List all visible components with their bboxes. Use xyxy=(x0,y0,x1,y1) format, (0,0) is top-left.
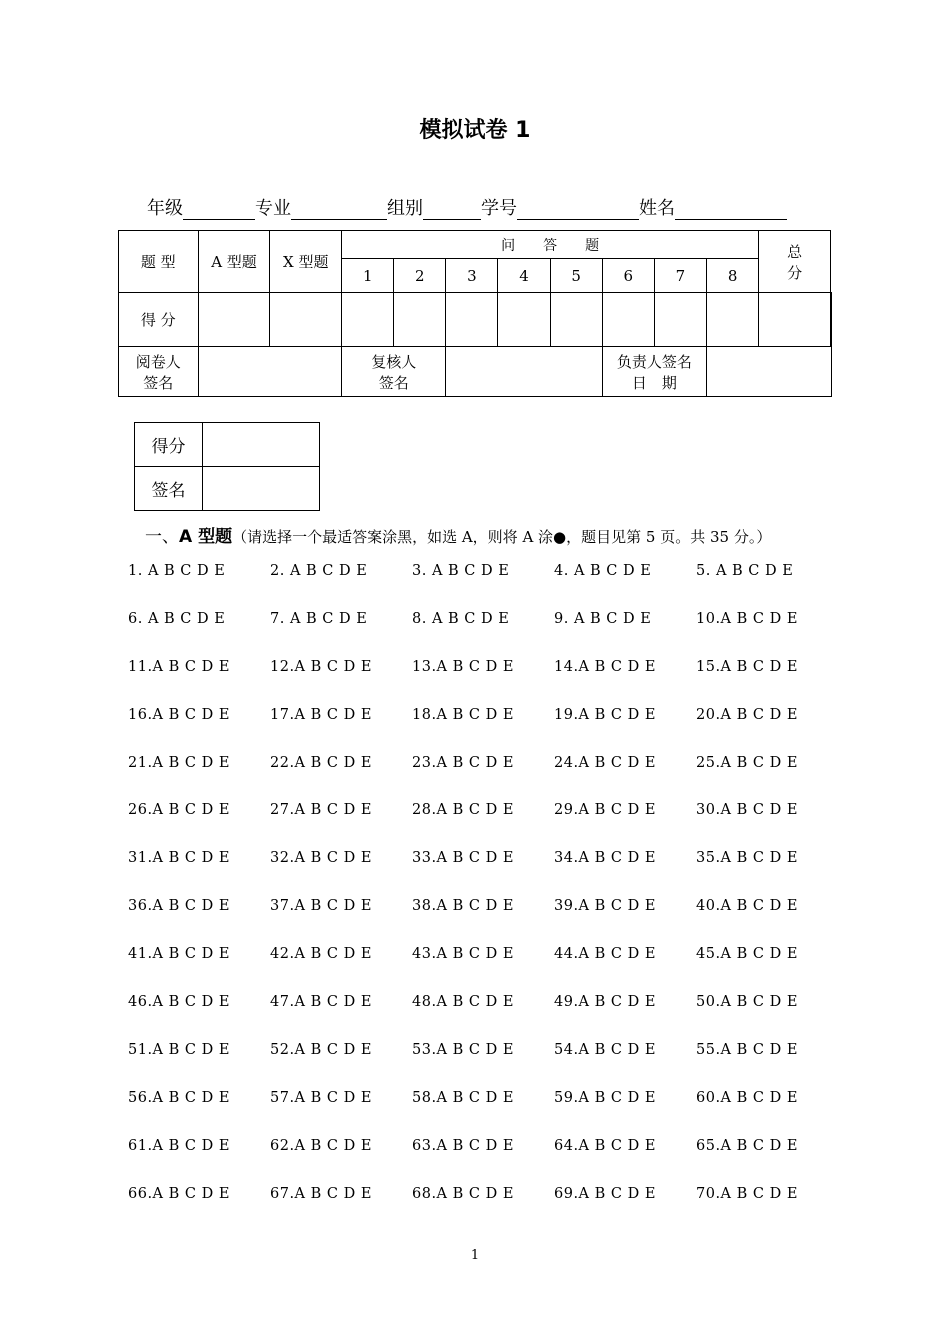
checker-label-line1: 复核人 xyxy=(371,352,417,371)
page-title: 模拟试卷 1 xyxy=(419,118,531,143)
answer-item[interactable]: 41.A B C D E xyxy=(128,946,230,963)
checker-label-line2: 签名 xyxy=(378,373,409,392)
answer-item[interactable]: 37.A B C D E xyxy=(270,898,372,915)
question-type-label: 题 型 xyxy=(119,231,199,293)
qa-number: 1 xyxy=(342,259,394,293)
section-prefix: 一、 xyxy=(145,527,179,547)
answer-item[interactable]: 3. A B C D E xyxy=(412,563,510,579)
reviewer-label-line1: 阅卷人 xyxy=(135,352,181,371)
score-cell[interactable] xyxy=(498,293,550,347)
answer-item[interactable]: 47.A B C D E xyxy=(270,994,372,1011)
answer-item[interactable]: 25.A B C D E xyxy=(696,754,798,771)
answer-item[interactable]: 35.A B C D E xyxy=(696,850,798,867)
name-label: 姓名 xyxy=(639,198,675,219)
answer-row xyxy=(128,659,838,707)
answer-item[interactable]: 32.A B C D E xyxy=(270,850,372,867)
answer-item[interactable]: 17.A B C D E xyxy=(270,706,372,723)
answer-row xyxy=(128,611,838,659)
section-score-box xyxy=(134,422,320,511)
answer-item[interactable]: 56.A B C D E xyxy=(128,1089,230,1106)
answer-item[interactable]: 66.A B C D E xyxy=(128,1185,230,1202)
answer-item[interactable]: 60.A B C D E xyxy=(696,1089,798,1106)
answer-item[interactable]: 30.A B C D E xyxy=(696,802,798,819)
leader-signature-cell[interactable] xyxy=(707,347,832,397)
answer-item[interactable]: 5. A B C D E xyxy=(696,563,794,579)
answer-row xyxy=(128,1186,838,1234)
score-cell[interactable] xyxy=(759,293,831,347)
qa-number: 6 xyxy=(602,259,654,293)
answer-item[interactable]: 48.A B C D E xyxy=(412,994,514,1011)
answer-item[interactable]: 1. A B C D E xyxy=(128,563,226,579)
answer-item[interactable]: 51.A B C D E xyxy=(128,1041,230,1058)
answer-item[interactable]: 46.A B C D E xyxy=(128,994,230,1011)
answer-item[interactable]: 10.A B C D E xyxy=(696,610,798,627)
answer-item[interactable]: 69.A B C D E xyxy=(554,1185,656,1202)
section-heading xyxy=(145,522,771,547)
section-sign-cell[interactable] xyxy=(203,467,320,511)
answer-item[interactable]: 43.A B C D E xyxy=(412,946,514,963)
answer-row xyxy=(128,707,838,755)
answer-item[interactable]: 44.A B C D E xyxy=(554,946,656,963)
answer-item[interactable]: 63.A B C D E xyxy=(412,1137,514,1154)
name-field[interactable] xyxy=(675,197,787,220)
student-id-field[interactable] xyxy=(517,197,639,220)
answer-item[interactable]: 39.A B C D E xyxy=(554,898,656,915)
answer-item[interactable]: 2. A B C D E xyxy=(270,563,368,579)
student-info-line xyxy=(147,194,787,220)
answer-item[interactable]: 50.A B C D E xyxy=(696,994,798,1011)
answer-item[interactable]: 21.A B C D E xyxy=(128,754,230,771)
checker-signature-cell[interactable] xyxy=(446,347,602,397)
answer-item[interactable]: 68.A B C D E xyxy=(412,1185,514,1202)
score-cell[interactable] xyxy=(654,293,706,347)
answer-item[interactable]: 40.A B C D E xyxy=(696,898,798,915)
answer-row xyxy=(128,1138,838,1186)
qa-number: 3 xyxy=(446,259,498,293)
score-cell[interactable] xyxy=(270,293,342,347)
answer-item[interactable]: 34.A B C D E xyxy=(554,850,656,867)
answer-item[interactable]: 65.A B C D E xyxy=(696,1137,798,1154)
answer-item[interactable]: 22.A B C D E xyxy=(270,754,372,771)
answer-item[interactable]: 57.A B C D E xyxy=(270,1089,372,1106)
answer-row xyxy=(128,802,838,850)
answer-item[interactable]: 64.A B C D E xyxy=(554,1137,656,1154)
total-header xyxy=(759,231,831,293)
score-cell[interactable] xyxy=(446,293,498,347)
answer-item[interactable]: 38.A B C D E xyxy=(412,898,514,915)
score-cell[interactable] xyxy=(342,293,394,347)
answer-item[interactable]: 59.A B C D E xyxy=(554,1089,656,1106)
student-id-label: 学号 xyxy=(481,198,517,219)
answer-row xyxy=(128,850,838,898)
score-cell[interactable] xyxy=(550,293,602,347)
answer-item[interactable]: 42.A B C D E xyxy=(270,946,372,963)
answer-item[interactable]: 9. A B C D E xyxy=(554,610,652,627)
total-score-cell[interactable] xyxy=(831,293,832,347)
answer-item[interactable]: 8. A B C D E xyxy=(412,610,510,627)
answer-item[interactable]: 4. A B C D E xyxy=(554,563,652,579)
reviewer-label xyxy=(119,347,199,397)
answer-item[interactable]: 70.A B C D E xyxy=(696,1185,798,1202)
qa-header: 问 答 题 xyxy=(342,231,759,259)
answer-row xyxy=(128,898,838,946)
score-cell[interactable] xyxy=(707,293,759,347)
answer-item[interactable]: 53.A B C D E xyxy=(412,1041,514,1058)
answer-row xyxy=(128,994,838,1042)
total-header-line1: 总 xyxy=(787,242,803,261)
answer-item[interactable]: 45.A B C D E xyxy=(696,946,798,963)
answer-row xyxy=(128,755,838,803)
qa-number: 2 xyxy=(394,259,446,293)
answer-item[interactable]: 14.A B C D E xyxy=(554,658,656,675)
total-header-line2: 分 xyxy=(787,263,803,282)
answer-item[interactable]: 62.A B C D E xyxy=(270,1137,372,1154)
answer-row xyxy=(128,1090,838,1138)
score-cell[interactable] xyxy=(394,293,446,347)
section-score-label: 得分 xyxy=(135,423,203,467)
qa-number: 8 xyxy=(707,259,759,293)
answer-item[interactable]: 36.A B C D E xyxy=(128,898,230,915)
answer-item[interactable]: 7. A B C D E xyxy=(270,610,368,627)
group-field[interactable] xyxy=(423,197,481,220)
answer-item[interactable]: 6. A B C D E xyxy=(128,610,226,627)
major-label: 专业 xyxy=(255,198,291,219)
section-score-cell[interactable] xyxy=(203,423,320,467)
leader-label-line2: 日 期 xyxy=(631,373,677,392)
answer-item[interactable]: 27.A B C D E xyxy=(270,802,372,819)
score-cell[interactable] xyxy=(198,293,270,347)
answer-item[interactable]: 54.A B C D E xyxy=(554,1041,656,1058)
section-instructions: （请选择一个最适答案涂黑，如选 A，则将 A 涂●，题目见第 5 页。共 35 分。） xyxy=(232,528,772,546)
answer-item[interactable]: 18.A B C D E xyxy=(412,706,514,723)
answer-item[interactable]: 16.A B C D E xyxy=(128,706,230,723)
answer-item[interactable]: 55.A B C D E xyxy=(696,1041,798,1058)
leader-label-line1: 负责人签名 xyxy=(616,352,692,371)
reviewer-signature-cell[interactable] xyxy=(198,347,342,397)
answer-item[interactable]: 12.A B C D E xyxy=(270,658,372,675)
answer-item[interactable]: 67.A B C D E xyxy=(270,1185,372,1202)
answer-item[interactable]: 19.A B C D E xyxy=(554,706,656,723)
qa-number: 4 xyxy=(498,259,550,293)
leader-label xyxy=(602,347,706,397)
score-cell[interactable] xyxy=(602,293,654,347)
major-field[interactable] xyxy=(291,197,387,220)
answer-row xyxy=(128,946,838,994)
score-table xyxy=(118,230,832,397)
answer-item[interactable]: 61.A B C D E xyxy=(128,1137,230,1154)
group-label: 组别 xyxy=(387,198,423,219)
answer-item[interactable]: 20.A B C D E xyxy=(696,706,798,723)
section-title: A 型题 xyxy=(179,527,233,547)
answer-item[interactable]: 49.A B C D E xyxy=(554,994,656,1011)
answer-item[interactable]: 29.A B C D E xyxy=(554,802,656,819)
reviewer-label-line2: 签名 xyxy=(143,373,174,392)
section-sign-label: 签名 xyxy=(135,467,203,511)
answer-item[interactable]: 26.A B C D E xyxy=(128,802,230,819)
answer-grid xyxy=(128,563,838,1233)
x-type-header: X 型题 xyxy=(270,231,342,293)
score-row-label: 得 分 xyxy=(119,293,199,347)
grade-label: 年级 xyxy=(147,198,183,219)
checker-label xyxy=(342,347,446,397)
answer-row xyxy=(128,563,838,611)
a-type-header: A 型题 xyxy=(198,231,270,293)
answer-item[interactable]: 24.A B C D E xyxy=(554,754,656,771)
qa-number: 7 xyxy=(654,259,706,293)
answer-item[interactable]: 23.A B C D E xyxy=(412,754,514,771)
answer-item[interactable]: 31.A B C D E xyxy=(128,850,230,867)
answer-item[interactable]: 15.A B C D E xyxy=(696,658,798,675)
qa-number: 5 xyxy=(550,259,602,293)
answer-item[interactable]: 52.A B C D E xyxy=(270,1041,372,1058)
grade-field[interactable] xyxy=(183,197,255,220)
answer-item[interactable]: 28.A B C D E xyxy=(412,802,514,819)
answer-item[interactable]: 11.A B C D E xyxy=(128,658,230,675)
answer-item[interactable]: 13.A B C D E xyxy=(412,658,514,675)
answer-item[interactable]: 58.A B C D E xyxy=(412,1089,514,1106)
page-number: 1 xyxy=(470,1248,480,1263)
answer-item[interactable]: 33.A B C D E xyxy=(412,850,514,867)
answer-row xyxy=(128,1042,838,1090)
